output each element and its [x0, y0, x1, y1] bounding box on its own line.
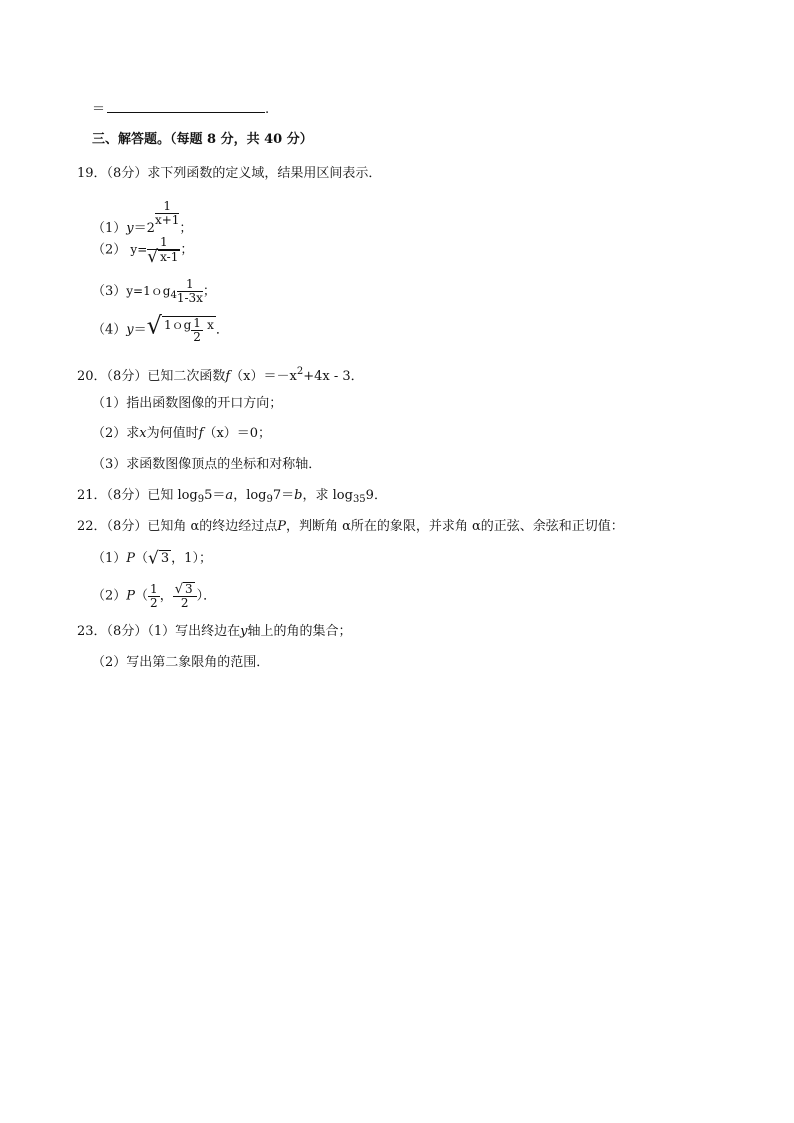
q19-part3: （3）y=1ｏg$_4$ $\frac{1}{1-3x}$ ；	[92, 277, 216, 305]
question-23-head: 23．（8分）（1）写出终边在y轴上的角的集合；	[77, 624, 352, 639]
q19-part2: （2） y= $\frac{1}{√ x-1}$ ；	[92, 235, 194, 267]
question-19-head: 19．（8分）求下列函数的定义域，结果用区间表示．	[77, 166, 382, 181]
q20-part1: （1）指出函数图像的开口方向；	[92, 396, 283, 411]
q22-part2: （2）P（ $\frac{1}{2}$ ， $\frac{√ 3}{2}$ ）．	[92, 581, 217, 610]
q19-part4: （4）y＝√ 1ｏg $\frac{1}{2}$ x ．	[92, 311, 229, 344]
q20-part2: （2）求x为何值时f（x）＝0；	[92, 426, 272, 441]
question-22-head: 22．（8分）已知角 α的终边经过点P，判断角 α所在的象限，并求角 α的正弦、余弦和正切值：	[77, 519, 624, 534]
fill-in-blank[interactable]	[107, 100, 265, 113]
question-21: 21．（8分）已知 $\log_95=a$，$\log_97=b$，求 $\log_{35}9$．	[77, 488, 387, 505]
q19-part1: （1）y＝2 $\frac{1}{x+1}$ ；	[92, 199, 193, 236]
q23-part2: （2）写出第二象限角的范围．	[92, 655, 270, 670]
answer-blank-line: ＝ .	[92, 102, 270, 117]
section-title: 三、解答题。（每题 8 分，共 40 分）	[92, 132, 313, 147]
question-20-head: 20．（8分）已知二次函数$f(x)=-x^2+4x - 3$．	[77, 366, 364, 384]
q20-part3: （3）求函数图像顶点的坐标和对称轴．	[92, 457, 322, 472]
q22-part1: （1）P（√ 3 ，1）；	[92, 548, 212, 569]
